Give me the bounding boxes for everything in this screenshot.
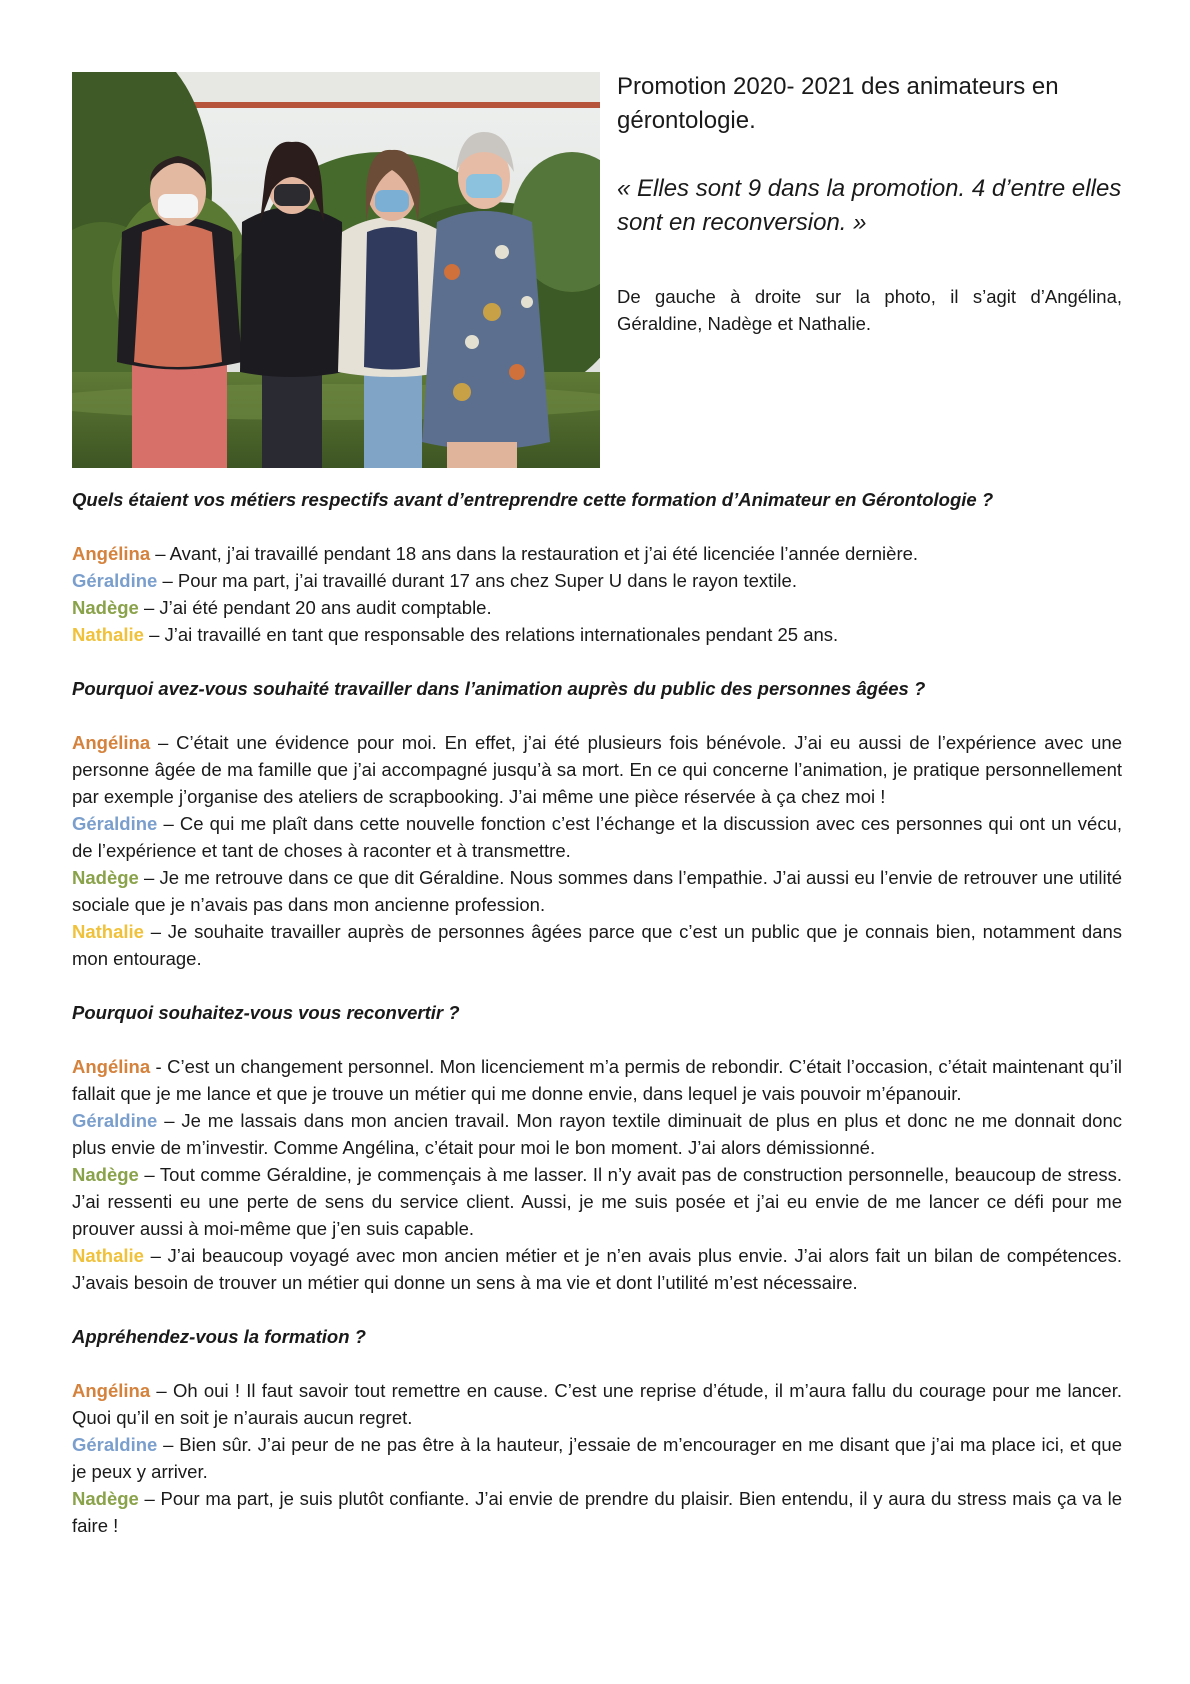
speaker-name: Angélina <box>72 543 151 564</box>
speaker-name: Géraldine <box>72 1110 158 1131</box>
answer-text: – Ce qui me plaît dans cette nouvelle fonction c’est l’échange et la discussion avec ces personnes qui ont un vécu, de l’expérience et tant de choses à raconter et à transmettre. <box>72 813 1122 861</box>
answer-text: – J’ai beaucoup voyagé avec mon ancien métier et je n’en avais plus envie. J’ai alors fait un bilan de compétences. J’avais besoin de trouver un métier qui donne un sens à ma vie et dont l’utilité m’est nécessaire. <box>72 1245 1122 1293</box>
answer-geraldine <box>72 567 1122 594</box>
speaker-name: Nathalie <box>72 624 144 645</box>
interview-question: Quels étaient vos métiers respectifs avant d’entreprendre cette formation d’Animateur en Gérontologie ? <box>72 489 994 510</box>
section-spacer <box>72 1296 1122 1323</box>
answer-text: – Je me retrouve dans ce que dit Géraldine. Nous sommes dans l’empathie. J’ai aussi eu l’envie de retrouver une utilité sociale que je n’avais pas dans mon ancienne profession. <box>72 867 1123 915</box>
speaker-name: Nathalie <box>72 1245 144 1266</box>
answer-geraldine <box>72 1431 1122 1485</box>
answer-text: – Bien sûr. J’ai peur de ne pas être à la hauteur, j’essaie de m’encourager en me disant que j’ai ma place ici, et que je peux y arriver. <box>72 1434 1123 1482</box>
answer-text: - C’est un changement personnel. Mon licenciement m’a permis de rebondir. C’était l’occasion, c’était maintenant qu’il fallait que je me lance et que je trouve un métier qui me donne envie, dans lequel je vais pouvoir m’épanouir. <box>72 1056 1122 1104</box>
answer-nadege <box>72 1161 1122 1242</box>
speaker-name: Géraldine <box>72 570 158 591</box>
answer-text: – J’ai travaillé en tant que responsable des relations internationales pendant 25 ans. <box>149 624 839 645</box>
answer-text: – C’était une évidence pour moi. En effet, j’ai été plusieurs fois bénévole. J’ai eu aussi de l’expérience avec une personne âgée de ma famille que j’ai accompagné jusqu’à sa mort. En ce qui concerne l’animation, je pratique personnellement par exemple j’organise des ateliers de scrapbooking. J’ai même une pièce réservée à ça chez moi ! <box>72 732 1122 807</box>
speaker-name: Angélina <box>72 1380 151 1401</box>
interview-question: Pourquoi souhaitez-vous vous reconvertir ? <box>72 1002 460 1023</box>
pull-quote: « Elles sont 9 dans la promotion. 4 d’entre elles sont en reconversion. » <box>617 175 1122 236</box>
answer-nadege <box>72 1485 1122 1539</box>
answer-nathalie <box>72 621 1122 648</box>
interview-section <box>72 999 1122 1296</box>
interview-section <box>72 486 1122 648</box>
speaker-name: Géraldine <box>72 1434 158 1455</box>
interview-question: Pourquoi avez-vous souhaité travailler dans l’animation auprès du public des personnes âgées ? <box>72 678 926 699</box>
page-title: Promotion 2020- 2021 des animateurs en gérontologie. <box>617 73 1059 134</box>
interview-question: Appréhendez-vous la formation ? <box>72 1326 366 1347</box>
group-photo-illustration <box>72 72 600 468</box>
answer-nathalie <box>72 1242 1122 1296</box>
answer-angelina <box>72 1053 1122 1107</box>
answer-text: – Je souhaite travailler auprès de personnes âgées parce que c’est un public que je connais bien, notamment dans mon entourage. <box>72 921 1123 969</box>
section-spacer <box>72 648 1122 675</box>
section-spacer <box>72 972 1122 999</box>
answer-angelina <box>72 540 1122 567</box>
speaker-name: Nadège <box>72 597 139 618</box>
speaker-name: Angélina <box>72 1056 151 1077</box>
header-block <box>617 70 1122 337</box>
speaker-name: Angélina <box>72 732 151 753</box>
answer-geraldine <box>72 810 1122 864</box>
answer-text: – Pour ma part, j’ai travaillé durant 17 ans chez Super U dans le rayon textile. <box>162 570 797 591</box>
answer-text: – Je me lassais dans mon ancien travail. Mon rayon textile diminuait de plus en plus et donc ne me donnait donc plus envie de m’investir. Comme Angélina, c’était pour moi le bon moment. J’ai alors démissionné. <box>72 1110 1122 1158</box>
answer-text: – Pour ma part, je suis plutôt confiante. J’ai envie de prendre du plaisir. Bien entendu, il y aura du stress mais ça va le faire ! <box>72 1488 1122 1536</box>
answer-text: – Tout comme Géraldine, je commençais à me lasser. Il n’y avait pas de construction personnelle, beaucoup de stress. J’ai ressenti eu une perte de sens du service client. Aussi, je me suis posée et j’ai eu envie de me lancer ce défi pour me prouver aussi à moi-même que j’en suis capable. <box>72 1164 1122 1239</box>
answer-nathalie <box>72 918 1122 972</box>
answer-geraldine <box>72 1107 1122 1161</box>
speaker-name: Nathalie <box>72 921 144 942</box>
answer-angelina <box>72 1377 1122 1431</box>
answer-text: – Oh oui ! Il faut savoir tout remettre en cause. C’est une reprise d’étude, il m’aura fallu du courage pour me lancer. Quoi qu’il en soit je n’aurais aucun regret. <box>72 1380 1122 1428</box>
answer-text: – Avant, j’ai travaillé pendant 18 ans dans la restauration et j’ai été licenciée l’année dernière. <box>155 543 919 564</box>
speaker-name: Nadège <box>72 1488 139 1509</box>
answer-text: – J’ai été pendant 20 ans audit comptable. <box>143 597 492 618</box>
interview-section <box>72 1323 1122 1539</box>
speaker-name: Géraldine <box>72 813 158 834</box>
photo-caption: De gauche à droite sur la photo, il s’agit d’Angélina, Géraldine, Nadège et Nathalie. <box>617 286 1122 334</box>
answer-nadege <box>72 864 1122 918</box>
speaker-name: Nadège <box>72 1164 139 1185</box>
interview-body <box>72 486 1122 1539</box>
interview-section <box>72 675 1122 972</box>
answer-angelina <box>72 729 1122 810</box>
group-photo <box>72 72 600 468</box>
speaker-name: Nadège <box>72 867 139 888</box>
answer-nadege <box>72 594 1122 621</box>
